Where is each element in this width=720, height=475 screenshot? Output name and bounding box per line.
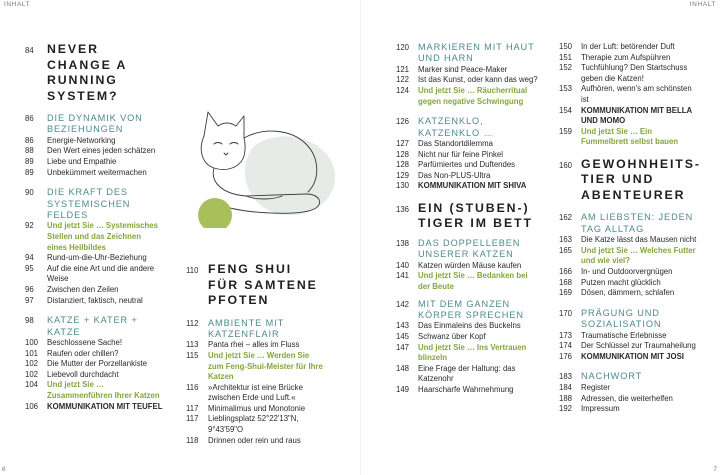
page-number: 86 — [25, 135, 34, 145]
page-number: 128 — [396, 149, 410, 159]
entry-title: Katzen würden Mäuse kaufen — [418, 260, 522, 270]
page-number: 142 — [396, 299, 410, 309]
toc-entry[interactable] — [186, 414, 326, 435]
page-number: 94 — [25, 253, 34, 263]
spacer — [25, 178, 163, 187]
page-number: 115 — [186, 350, 199, 360]
entry-title: FENG SHUI FÜR SAMTENE PFOTEN — [208, 262, 318, 307]
page-number: 162 — [559, 213, 573, 223]
case-study-entry[interactable] — [559, 352, 699, 363]
toc-entry[interactable] — [396, 171, 538, 182]
entry-title: DIE DYNAMIK VON BEZIEHUNGEN — [47, 113, 143, 135]
chapter-title[interactable] — [396, 201, 538, 232]
page-number: 184 — [559, 383, 573, 392]
toc-entry[interactable] — [559, 278, 699, 289]
exercise-entry[interactable] — [25, 380, 163, 401]
spacer — [25, 306, 163, 315]
page-number: 173 — [559, 330, 573, 340]
entry-title: Putzen macht glücklich — [581, 277, 661, 287]
page-number: 192 — [559, 404, 573, 414]
running-head-left: INHALT — [4, 1, 31, 8]
toc-entry[interactable] — [559, 331, 699, 342]
entry-title: Impressum — [581, 404, 620, 414]
spacer — [396, 107, 538, 116]
entry-title: Unbekümmert weitermachen — [47, 167, 147, 177]
entry-title: Adressen, die weiterhelfen — [581, 393, 673, 403]
cat-line-drawing-icon — [186, 98, 336, 228]
entry-title: Liebevoll durchdacht — [47, 369, 119, 379]
section-heading[interactable] — [25, 113, 163, 136]
entry-title: Raufen oder chillen? — [47, 348, 119, 358]
spacer — [396, 192, 538, 201]
page-number: 154 — [559, 105, 573, 115]
page-number: 96 — [25, 284, 34, 294]
chapter-title[interactable] — [186, 262, 326, 309]
toc-entry[interactable] — [559, 42, 699, 53]
exercise-entry[interactable] — [559, 127, 699, 148]
entry-title: Das Non-PLUS-Ultra — [418, 170, 491, 180]
toc-entry[interactable] — [25, 264, 163, 285]
entry-title: KATZE + KATER + KATZE — [47, 315, 138, 337]
page-number: 141 — [396, 271, 410, 281]
entry-title: Das Einmaleins des Buckelns — [418, 321, 521, 331]
chapter-title[interactable] — [25, 42, 163, 104]
exercise-entry[interactable] — [559, 246, 699, 267]
toc-entry[interactable] — [186, 436, 326, 447]
page-number: 89 — [25, 157, 34, 166]
grey-blob — [245, 136, 335, 215]
page-number: 153 — [559, 84, 573, 94]
page-number: 165 — [559, 245, 573, 255]
entry-title: »Architektur ist eine Brücke zwischen Erde und Luft.« — [208, 382, 303, 403]
entry-title: Beschlossene Sache! — [47, 337, 122, 347]
page-number: 120 — [396, 43, 410, 52]
toc-entry[interactable] — [25, 168, 163, 179]
toc-entry[interactable] — [186, 404, 326, 415]
entry-title: DAS DOPPELLEBEN UNSERER KATZEN — [418, 237, 521, 260]
entry-title: Und jetzt Sie … Ins Vertrauen blinzeln — [418, 342, 527, 363]
entry-title: Eine Frage der Haltung: das Katzenohr — [418, 363, 516, 384]
page-number: 116 — [186, 382, 199, 392]
toc-entry[interactable] — [559, 53, 699, 64]
page-number: 129 — [396, 170, 410, 180]
section-heading[interactable] — [396, 116, 538, 139]
entry-title: Zwischen den Zeilen — [47, 284, 119, 294]
entry-title: Und jetzt Sie … Räucherritual gegen negative Schwingung — [418, 86, 528, 106]
page-number: 130 — [396, 181, 410, 191]
page-number: 124 — [396, 86, 410, 95]
page-number: 151 — [559, 52, 573, 62]
entry-title: Die Katze lässt das Mausen nicht — [581, 235, 697, 245]
section-heading[interactable] — [396, 299, 538, 322]
spacer — [186, 309, 326, 318]
entry-title: KOMMUNIKATION MIT BELLA UND MOMO — [581, 105, 692, 126]
toc-entry[interactable] — [25, 253, 163, 264]
entry-title: Register — [581, 383, 611, 392]
entry-title: Drinnen oder rein und raus — [208, 435, 301, 445]
entry-title: AM LIEBSTEN: JEDEN TAG ALLTAG — [581, 212, 694, 234]
toc-entry[interactable] — [25, 285, 163, 296]
toc-entry[interactable] — [559, 235, 699, 246]
page-number: 102 — [25, 369, 39, 379]
page-number: 152 — [559, 63, 573, 73]
page-number: 168 — [559, 277, 573, 287]
green-circle — [198, 198, 232, 228]
section-heading[interactable] — [559, 308, 699, 331]
case-study-entry[interactable] — [25, 402, 163, 413]
entry-title: NACHWORT — [581, 371, 643, 382]
page-number: 118 — [186, 435, 199, 445]
toc-entry[interactable] — [559, 394, 699, 405]
section-heading[interactable] — [559, 212, 699, 235]
page-number: 95 — [25, 263, 34, 273]
exercise-entry[interactable] — [396, 343, 538, 364]
toc-entry[interactable] — [25, 349, 163, 360]
entry-title: Haarscharfe Wahrnehmung — [418, 384, 514, 394]
entry-title: DIE KRAFT DES SYSTEMISCHEN FELDES — [47, 187, 131, 220]
page-number: 121 — [396, 64, 410, 74]
entry-title: Und jetzt Sie … Ein Fummelbrett selbst bauen — [581, 126, 679, 147]
page-number: 163 — [559, 235, 573, 245]
entry-title: Aufhören, wenn's am schönsten ist — [581, 84, 692, 104]
page-number: 176 — [559, 351, 573, 361]
page-number: 149 — [396, 384, 410, 394]
section-heading[interactable] — [186, 318, 326, 341]
section-heading[interactable] — [25, 187, 163, 221]
page-number: 174 — [559, 341, 573, 351]
page-number: 122 — [396, 75, 410, 85]
toc-entry[interactable] — [559, 404, 699, 415]
spacer — [25, 104, 163, 113]
entry-title: PRÄGUNG UND SOZIALISATION — [581, 307, 662, 330]
page-number: 169 — [559, 288, 573, 298]
entry-title: Therapie zum Aufspühren — [581, 52, 671, 62]
page-number: 147 — [396, 342, 410, 352]
entry-title: In- und Outdoorvergnügen — [581, 267, 673, 277]
page-number: 110 — [186, 266, 199, 275]
toc-entry[interactable] — [396, 321, 538, 332]
entry-title: Marker sind Peace-Maker — [418, 64, 508, 74]
toc-entry[interactable] — [25, 157, 163, 168]
entry-title: Liebe und Empathie — [47, 157, 117, 166]
spacer — [559, 203, 699, 212]
page-number: 140 — [396, 260, 410, 270]
entry-title: Energie-Networking — [47, 135, 116, 145]
entry-title: Und jetzt Sie … Bedanken bei der Beute — [418, 271, 528, 291]
page-number: 126 — [396, 117, 410, 127]
entry-title: Die Mutter der Porzellankiste — [47, 359, 148, 369]
toc-entry[interactable] — [559, 288, 699, 299]
entry-title: Den Wert eines jeden schätzen — [47, 146, 156, 156]
toc-column-4 — [559, 42, 699, 415]
toc-entry[interactable] — [186, 383, 326, 404]
spacer — [559, 362, 699, 371]
page-number: 106 — [25, 401, 39, 411]
exercise-entry[interactable] — [396, 271, 538, 292]
folio-left: 6 — [2, 466, 6, 473]
toc-entry[interactable] — [25, 338, 163, 349]
entry-title: Panta rhei – alles im Fluss — [208, 340, 300, 350]
section-heading[interactable] — [25, 315, 163, 338]
toc-entry[interactable] — [25, 296, 163, 307]
toc-entry[interactable] — [396, 75, 538, 86]
right-page — [360, 0, 720, 475]
exercise-entry[interactable] — [25, 221, 163, 253]
entry-title: GEWOHNHEITSTIER UND ABENTEURER — [581, 156, 699, 202]
toc-entry[interactable] — [25, 146, 163, 157]
entry-title: Rund-um-die-Uhr-Beziehung — [47, 253, 147, 263]
toc-entry[interactable] — [396, 385, 538, 396]
page-number: 86 — [25, 114, 34, 123]
entry-title: Minimalimus und Monotonie — [208, 403, 306, 413]
page-number: 100 — [25, 337, 39, 347]
page-number: 145 — [396, 331, 410, 341]
toc-column-3 — [396, 42, 538, 396]
page-number: 88 — [25, 146, 34, 156]
toc-entry[interactable] — [396, 139, 538, 150]
section-heading[interactable] — [396, 238, 538, 261]
case-study-entry[interactable] — [559, 106, 699, 127]
spacer — [559, 299, 699, 308]
page-number: 92 — [25, 221, 34, 231]
page-number: 113 — [186, 340, 199, 350]
page-number: 183 — [559, 372, 573, 382]
entry-title: Schwanz über Kopf — [418, 331, 486, 341]
page-number: 102 — [25, 359, 39, 369]
toc-entry[interactable] — [559, 341, 699, 352]
toc-entry[interactable] — [559, 383, 699, 394]
page-number: 117 — [186, 414, 199, 424]
page-number: 166 — [559, 267, 573, 277]
toc-entry[interactable] — [559, 267, 699, 278]
entry-title: Der Schlüssel zur Traumaheilung — [581, 341, 696, 351]
toc-entry[interactable] — [559, 63, 699, 84]
toc-entry[interactable] — [25, 370, 163, 381]
page-number: 127 — [396, 139, 410, 148]
toc-entry[interactable] — [396, 160, 538, 171]
page-number: 128 — [396, 160, 410, 170]
toc-entry[interactable] — [396, 261, 538, 272]
entry-title: NEVER CHANGE A RUNNING SYSTEM? — [47, 42, 127, 103]
toc-entry[interactable] — [186, 340, 326, 351]
section-heading[interactable] — [396, 42, 538, 65]
page-number: 98 — [25, 316, 34, 326]
entry-title: In der Luft: betörender Duft — [581, 42, 675, 51]
entry-title: Lieblingsplatz 52°22'13"N, 9°43'59"O — [208, 414, 299, 435]
page-number: 159 — [559, 126, 573, 136]
entry-title: Nicht nur für feine Pinkel — [418, 149, 503, 159]
entry-title: Und jetzt Sie … Werden Sie zum Feng-Shui-Meister für Ihre Katzen — [208, 350, 323, 382]
page-number: 117 — [186, 403, 199, 413]
entry-title: KOMMUNIKATION MIT TEUFEL — [47, 401, 163, 411]
case-study-entry[interactable] — [396, 181, 538, 192]
entry-title: KOMMUNIKATION MIT SHIVA — [418, 181, 527, 191]
entry-title: AMBIENTE MIT KATZENFLAIR — [208, 317, 284, 339]
entry-title: MIT DEM GANZEN KÖRPER SPRECHEN — [418, 298, 524, 320]
page-number: 160 — [559, 160, 573, 170]
page-number: 101 — [25, 348, 39, 358]
exercise-entry[interactable] — [396, 86, 538, 107]
page-number: 97 — [25, 295, 34, 305]
page-number: 112 — [186, 318, 199, 328]
entry-title: Parfümiertes und Duftendes — [418, 160, 516, 170]
page-number: 143 — [396, 321, 410, 331]
page-number: 90 — [25, 188, 34, 198]
spacer — [559, 148, 699, 157]
entry-title: Traumatische Erlebnisse — [581, 330, 667, 340]
entry-title: Auf die eine Art und die andere Weise — [47, 263, 155, 284]
entry-title: Und jetzt Sie … Zusammenführen Ihrer Katzen — [47, 380, 160, 400]
toc-entry[interactable] — [396, 364, 538, 385]
toc-column-1 — [25, 42, 163, 412]
toc-entry[interactable] — [396, 332, 538, 343]
entry-title: Tuchfühlung? Den Startschuss geben die Katzen! — [581, 63, 688, 83]
entry-title: Dösen, dämmern, schlafen — [581, 288, 675, 298]
page-number: 188 — [559, 393, 573, 403]
page-number: 84 — [25, 46, 34, 55]
page-number: 148 — [396, 363, 410, 373]
page-number: 138 — [396, 238, 410, 248]
toc-entry[interactable] — [559, 84, 699, 105]
page-number: 136 — [396, 204, 410, 214]
toc-entry[interactable] — [396, 150, 538, 161]
exercise-entry[interactable] — [186, 351, 326, 383]
entry-title: MARKIEREN MIT HAUT UND HARN — [418, 42, 535, 64]
entry-title: Distanziert, faktisch, neutral — [47, 295, 143, 305]
entry-title: EIN (STUBEN-) TIGER IM BETT — [418, 200, 533, 231]
entry-title: Und jetzt Sie … Welches Futter und wie viel? — [581, 245, 696, 266]
entry-title: KOMMUNIKATION MIT JOSI — [581, 351, 684, 361]
page-number: 150 — [559, 42, 573, 51]
entry-title: KATZENKLO, KATZENKLO … — [418, 116, 494, 138]
toc-entry[interactable] — [25, 136, 163, 147]
page-number: 104 — [25, 380, 39, 390]
page-number: 170 — [559, 308, 573, 318]
entry-title: Und jetzt Sie … Systemisches Stellen und das Zeichnen eines Heilbildes — [47, 221, 158, 252]
folio-right: 7 — [713, 466, 717, 473]
toc-entry[interactable] — [396, 65, 538, 76]
entry-title: Das Standortdilemma — [418, 139, 493, 148]
chapter-title[interactable] — [559, 157, 699, 204]
entry-title: Ist das Kunst, oder kann das weg? — [418, 75, 538, 85]
section-heading[interactable] — [559, 371, 699, 383]
toc-entry[interactable] — [25, 359, 163, 370]
running-head-right: INHALT — [689, 1, 716, 8]
toc-column-2 — [186, 262, 326, 446]
page-number: 89 — [25, 167, 34, 177]
